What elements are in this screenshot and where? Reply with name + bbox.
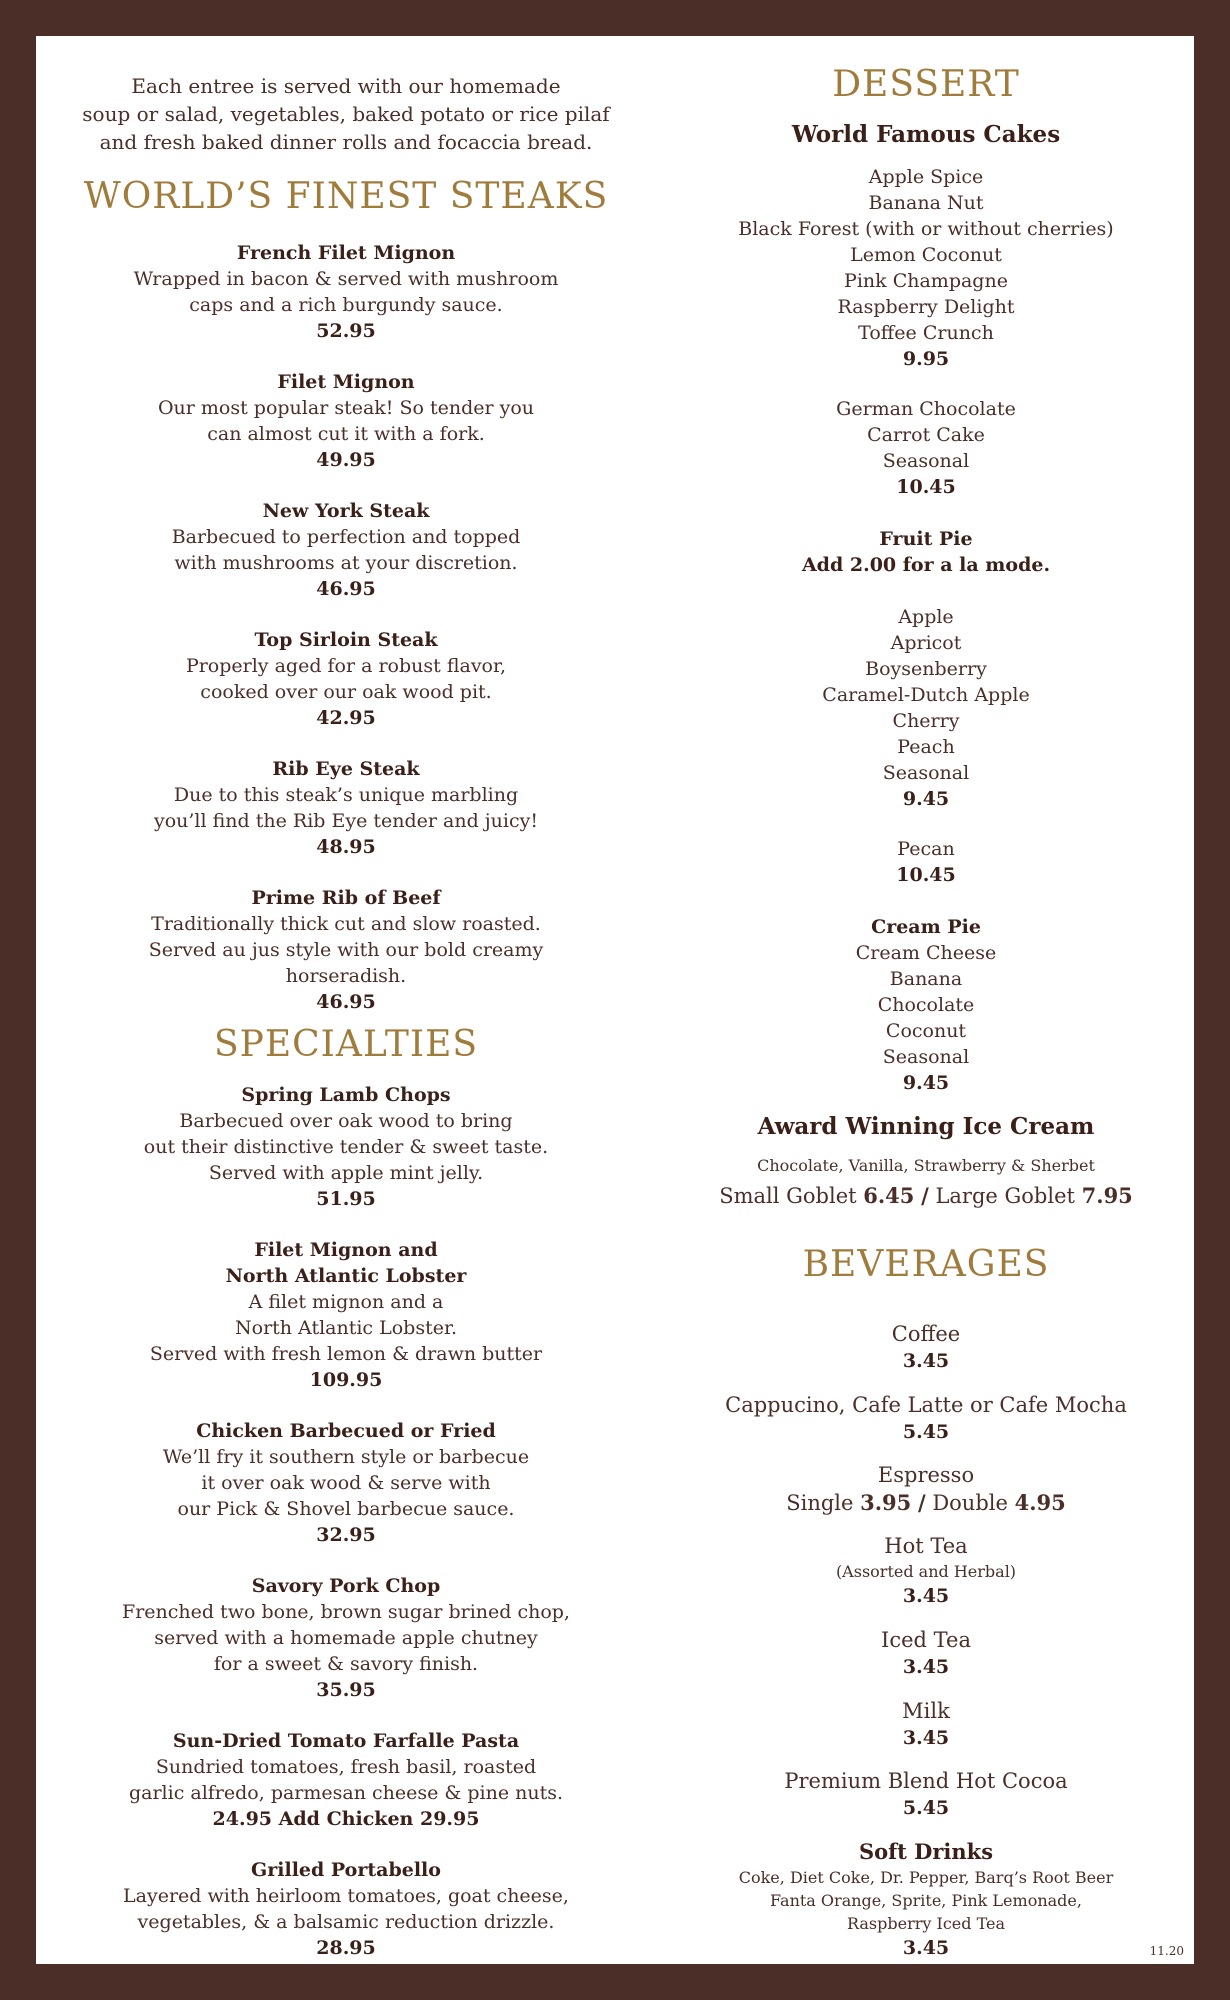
item-price: 32.95 — [316, 1524, 376, 1546]
item-name: Prime Rib of Beef — [251, 887, 441, 909]
pie-item: Pecan — [897, 838, 955, 860]
item-price: 42.95 — [316, 707, 376, 729]
item-desc: garlic alfredo, parmesan cheese & pine nuts. — [128, 1782, 564, 1804]
item-name: North Atlantic Lobster — [225, 1265, 467, 1287]
fruit-pie-list — [666, 604, 1186, 812]
large-goblet-label: Large Goblet — [935, 1184, 1075, 1208]
double-price: 4.95 — [1014, 1490, 1066, 1515]
intro-line: soup or salad, vegetables, baked potato or rice pilaf — [82, 102, 610, 126]
item-price: 3.45 — [902, 1585, 950, 1607]
beverage-name: Espresso — [877, 1463, 975, 1487]
intro-line: and fresh baked dinner rolls and focaccia bread. — [99, 130, 593, 154]
item-desc: We’ll fry it southern style or barbecue — [162, 1446, 530, 1468]
price-separator: / — [921, 1183, 929, 1208]
item-desc: served with a homemade apple chutney — [154, 1627, 538, 1649]
pie-item: Boysenberry — [865, 658, 987, 680]
item-price: 24.95 Add Chicken 29.95 — [212, 1808, 480, 1830]
item-price: 51.95 — [316, 1188, 376, 1210]
pie-item: Peach — [897, 736, 955, 758]
beverage-item — [666, 1391, 1186, 1445]
beverage-item — [666, 1320, 1186, 1374]
menu-item — [66, 1082, 626, 1212]
pie-item: Chocolate — [877, 994, 975, 1016]
item-price: 9.95 — [902, 348, 950, 370]
pie-item: Apple — [898, 606, 954, 628]
large-goblet-price: 7.95 — [1081, 1183, 1133, 1208]
small-goblet-price: 6.45 — [863, 1183, 915, 1208]
fruit-pie-header — [666, 526, 1186, 578]
item-name: Filet Mignon and — [254, 1239, 438, 1261]
single-label: Single — [786, 1491, 854, 1515]
item-name: Top Sirloin Steak — [254, 629, 438, 651]
intro-text — [66, 72, 626, 156]
menu-item — [66, 627, 626, 731]
item-desc: Traditionally thick cut and slow roasted. — [151, 913, 541, 935]
item-price: 46.95 — [316, 578, 376, 600]
soft-drink-list: Coke, Diet Coke, Dr. Pepper, Barq’s Root Beer — [738, 1868, 1114, 1887]
item-price: 109.95 — [309, 1369, 383, 1391]
beverages-heading: BEVERAGES — [802, 1244, 1050, 1285]
cake-item: Pink Champagne — [844, 270, 1008, 292]
item-price: 35.95 — [316, 1679, 376, 1701]
double-label: Double — [932, 1491, 1008, 1515]
beverage-item — [666, 1532, 1186, 1609]
item-desc: Served with apple mint jelly. — [208, 1162, 484, 1184]
cake-item: Apple Spice — [868, 166, 984, 188]
item-desc: out their distinctive tender & sweet taste. — [143, 1136, 549, 1158]
beverage-name: Milk — [902, 1699, 950, 1723]
menu-item — [66, 369, 626, 473]
beverage-name: Cappucino, Cafe Latte or Cafe Mocha — [725, 1393, 1127, 1417]
beverage-name: Premium Blend Hot Cocoa — [784, 1769, 1068, 1793]
ice-cream-prices — [666, 1182, 1186, 1210]
beverage-name: Soft Drinks — [858, 1839, 994, 1864]
cake-item: Lemon Coconut — [850, 244, 1002, 266]
item-desc: Our most popular steak! So tender you — [157, 397, 535, 419]
item-desc: Served au jus style with our bold creamy — [148, 939, 544, 961]
item-name: Rib Eye Steak — [272, 758, 420, 780]
item-desc: A filet mignon and a — [248, 1291, 444, 1313]
menu-item — [66, 1237, 626, 1393]
item-name: Spring Lamb Chops — [241, 1084, 451, 1106]
pecan-pie — [666, 836, 1186, 888]
cakes-group — [666, 396, 1186, 500]
item-price: 3.45 — [902, 1727, 950, 1749]
item-desc: with mushrooms at your discretion. — [174, 552, 518, 574]
pie-item: Seasonal — [882, 762, 970, 784]
steaks-heading: WORLD’S FINEST STEAKS — [83, 176, 609, 217]
beverage-note: (Assorted and Herbal) — [835, 1562, 1017, 1581]
item-desc: can almost cut it with a fork. — [207, 423, 485, 445]
item-desc: you’ll find the Rib Eye tender and juicy! — [153, 810, 538, 832]
item-desc: Served with fresh lemon & drawn butter — [149, 1343, 543, 1365]
item-desc: our Pick & Shovel barbecue sauce. — [177, 1498, 515, 1520]
beverage-name: Iced Tea — [881, 1628, 971, 1652]
espresso-prices — [666, 1489, 1186, 1517]
item-desc: Due to this steak’s unique marbling — [173, 784, 519, 806]
menu-item — [66, 885, 626, 1015]
pie-item: Caramel-Dutch Apple — [822, 684, 1030, 706]
pie-item: Cream Cheese — [855, 942, 997, 964]
item-price: 28.95 — [316, 1937, 376, 1959]
pie-item: Cherry — [892, 710, 960, 732]
small-goblet-label: Small Goblet — [719, 1184, 857, 1208]
item-desc: horseradish. — [285, 965, 407, 987]
menu-item — [66, 1418, 626, 1548]
pie-item: Coconut — [885, 1020, 967, 1042]
item-price: 9.45 — [902, 788, 950, 810]
item-name: New York Steak — [262, 500, 430, 522]
single-price: 3.95 — [860, 1490, 912, 1515]
item-desc: Sundried tomatoes, fresh basil, roasted — [155, 1756, 537, 1778]
menu-item — [66, 1857, 626, 1961]
beverage-item — [666, 1697, 1186, 1751]
fruit-pie-note: Add 2.00 for a la mode. — [801, 554, 1051, 576]
menu-page — [36, 36, 1194, 1964]
item-desc: for a sweet & savory finish. — [213, 1653, 479, 1675]
item-price: 52.95 — [316, 320, 376, 342]
specialties-heading: SPECIALTIES — [213, 1024, 479, 1065]
item-name: Savory Pork Chop — [251, 1575, 441, 1597]
menu-item — [66, 1728, 626, 1832]
cake-item: German Chocolate — [836, 398, 1016, 420]
item-desc: caps and a rich burgundy sauce. — [189, 294, 503, 316]
pie-item: Seasonal — [882, 1046, 970, 1068]
cakes-group — [666, 164, 1186, 372]
beverage-item — [666, 1626, 1186, 1680]
menu-item — [66, 240, 626, 344]
item-desc: vegetables, & a balsamic reduction drizzle. — [137, 1911, 555, 1933]
beverage-item — [666, 1461, 1186, 1517]
item-price: 3.45 — [902, 1937, 950, 1959]
item-desc: Barbecued to perfection and topped — [171, 526, 521, 548]
cake-item: Seasonal — [882, 450, 970, 472]
item-name: Grilled Portabello — [251, 1859, 441, 1881]
item-desc: Wrapped in bacon & served with mushroom — [133, 268, 559, 290]
item-desc: Properly aged for a robust flavor, — [185, 655, 507, 677]
beverage-name: Coffee — [891, 1322, 961, 1346]
ice-cream-heading: Award Winning Ice Cream — [757, 1113, 1095, 1140]
item-price: 10.45 — [896, 476, 956, 498]
cake-item: Raspberry Delight — [837, 296, 1015, 318]
item-desc: Frenched two bone, brown sugar brined chop, — [122, 1601, 570, 1623]
price-separator: / — [917, 1490, 926, 1515]
cream-pie-heading: Cream Pie — [871, 916, 981, 938]
version-label: 11.20 — [1149, 1944, 1184, 1958]
item-name: French Filet Mignon — [236, 242, 456, 264]
cake-item: Toffee Crunch — [858, 322, 994, 344]
item-price: 3.45 — [902, 1656, 950, 1678]
pie-item: Apricot — [890, 632, 962, 654]
fruit-pie-heading: Fruit Pie — [879, 528, 973, 550]
item-name: Sun-Dried Tomato Farfalle Pasta — [172, 1730, 520, 1752]
soft-drink-list: Fanta Orange, Sprite, Pink Lemonade, — [770, 1891, 1082, 1910]
cream-pie-list — [666, 914, 1186, 1096]
item-price: 3.45 — [902, 1350, 950, 1372]
ice-cream-flavors: Chocolate, Vanilla, Strawberry & Sherbet — [757, 1156, 1095, 1175]
soft-drink-list: Raspberry Iced Tea — [846, 1914, 1006, 1933]
item-desc: cooked over our oak wood pit. — [200, 681, 492, 703]
menu-item — [66, 498, 626, 602]
item-name: Chicken Barbecued or Fried — [196, 1420, 496, 1442]
item-price: 49.95 — [316, 449, 376, 471]
item-price: 10.45 — [896, 864, 956, 886]
menu-item — [66, 756, 626, 860]
item-desc: North Atlantic Lobster. — [235, 1317, 457, 1339]
item-name: Filet Mignon — [277, 371, 415, 393]
beverage-name: Hot Tea — [884, 1534, 968, 1558]
cake-item: Carrot Cake — [867, 424, 985, 446]
beverage-item — [666, 1838, 1186, 1961]
pie-item: Banana — [889, 968, 963, 990]
item-desc: it over oak wood & serve with — [201, 1472, 491, 1494]
cakes-heading: World Famous Cakes — [791, 121, 1061, 148]
item-price: 5.45 — [902, 1797, 950, 1819]
item-price: 9.45 — [902, 1072, 950, 1094]
item-desc: Barbecued over oak wood to bring — [179, 1110, 513, 1132]
item-price: 5.45 — [902, 1421, 950, 1443]
item-desc: Layered with heirloom tomatoes, goat cheese, — [123, 1885, 569, 1907]
dessert-heading: DESSERT — [832, 64, 1020, 105]
menu-item — [66, 1573, 626, 1703]
cake-item: Banana Nut — [868, 192, 984, 214]
cake-item: Black Forest (with or without cherries) — [738, 218, 1114, 240]
item-price: 46.95 — [316, 991, 376, 1013]
beverage-item — [666, 1767, 1186, 1821]
intro-line: Each entree is served with our homemade — [131, 74, 561, 98]
item-price: 48.95 — [316, 836, 376, 858]
